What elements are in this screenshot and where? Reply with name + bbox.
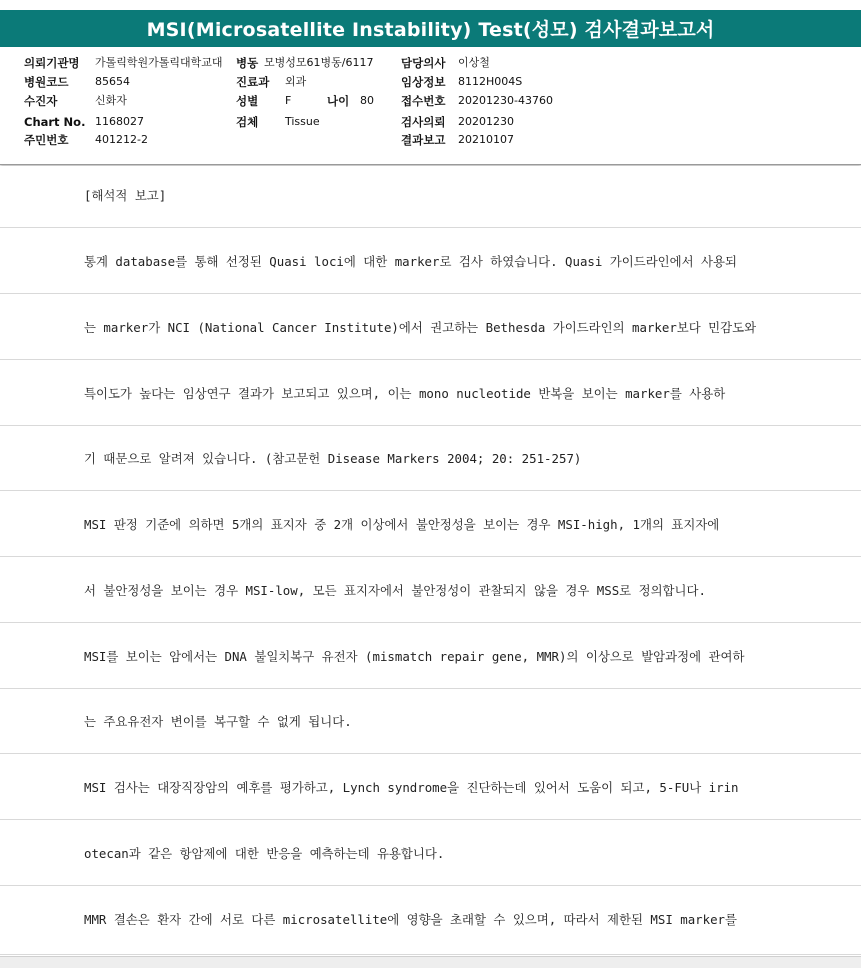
patient-label: 수진자 <box>24 94 58 108</box>
info-row-1 <box>0 54 861 72</box>
report-line-text: 는 marker가 NCI (National Cancer Institute)에서 권고하는 Bethesda 가이드라인의 marker보다 민감도와 <box>84 320 757 335</box>
specimen-value: Tissue <box>285 115 320 128</box>
requesting-institution-label: 의뢰기관명 <box>24 56 80 70</box>
report-line <box>0 491 861 557</box>
report-line <box>0 754 861 820</box>
info-row-2 <box>0 73 861 91</box>
request-date-label: 검사의뢰 <box>401 115 446 129</box>
chart-no-label: Chart No. <box>24 115 86 129</box>
sex-label: 성별 <box>236 94 259 108</box>
clinical-info-label: 임상정보 <box>401 75 446 89</box>
report-line <box>0 623 861 689</box>
report-line-text: 서 불안정성을 보이는 경우 MSI-low, 모든 표지자에서 불안정성이 관찰되지 않을 경우 MSS로 정의합니다. <box>84 583 706 598</box>
ward-label: 병동 <box>236 56 259 70</box>
report-line-text: 특이도가 높다는 임상연구 결과가 보고되고 있으며, 이는 mono nucleotide 반복을 보이는 marker를 사용하 <box>84 386 726 401</box>
clinical-info-value: 8112H004S <box>458 75 523 88</box>
report-heading: [해석적 보고] <box>84 188 167 203</box>
report-line-text: 통계 database를 통해 선정된 Quasi loci에 대한 marker로 검사 하였습니다. Quasi 가이드라인에서 사용되 <box>84 254 737 269</box>
resident-no-value: 401212-2 <box>95 133 148 146</box>
report-line-text: MSI 판정 기준에 의하면 5개의 표지자 중 2개 이상에서 불안정성을 보이는 경우 MSI-high, 1개의 표지자에 <box>84 517 720 532</box>
report-line <box>0 820 861 886</box>
age-value: 80 <box>360 94 374 107</box>
info-row-3 <box>0 92 861 110</box>
report-line <box>0 886 861 955</box>
patient-info-panel <box>0 47 861 165</box>
report-date-label: 결과보고 <box>401 133 446 147</box>
hospital-code-value: 85654 <box>95 75 130 88</box>
specimen-label: 검체 <box>236 115 259 129</box>
report-line <box>0 425 861 491</box>
info-row-4 <box>0 113 861 131</box>
request-date-value: 20201230 <box>458 115 514 128</box>
attending-doctor-label: 담당의사 <box>401 56 446 70</box>
ward-value: 모병성모61병동/6117 <box>264 56 374 69</box>
report-line <box>0 166 861 228</box>
report-line <box>0 688 861 754</box>
report-line <box>0 557 861 623</box>
report-date-value: 20210107 <box>458 133 514 146</box>
report-line-text: MSI 검사는 대장직장암의 예후를 평가하고, Lynch syndrome을 진단하는데 있어서 도움이 되고, 5-FU나 irin <box>84 780 739 795</box>
report-line-text: 기 때문으로 알려져 있습니다. (참고문헌 Disease Markers 2004; 20: 251-257) <box>84 451 582 466</box>
info-row-5 <box>0 131 861 149</box>
hospital-code-label: 병원코드 <box>24 75 69 89</box>
report-line-text: otecan과 같은 항암제에 대한 반응을 예측하는데 유용합니다. <box>84 846 445 861</box>
bottom-scroll-strip[interactable] <box>0 956 861 968</box>
attending-doctor-value: 이상철 <box>458 56 490 69</box>
department-value: 외과 <box>285 75 307 88</box>
report-line-text: MSI를 보이는 암에서는 DNA 불일치복구 유전자 (mismatch repair gene, MMR)의 이상으로 발암과정에 관여하 <box>84 649 745 664</box>
report-line-text: 는 주요유전자 변이를 복구할 수 없게 됩니다. <box>84 714 352 729</box>
chart-no-value: 1168027 <box>95 115 144 128</box>
receipt-no-value: 20201230-43760 <box>458 94 553 107</box>
age-label: 나이 <box>327 94 350 108</box>
report-line-text: MMR 결손은 환자 간에 서로 다른 microsatellite에 영향을 초래할 수 있으며, 따라서 제한된 MSI marker를 <box>84 912 737 927</box>
department-label: 진료과 <box>236 75 270 89</box>
patient-value: 신화자 <box>95 94 127 107</box>
sex-value: F <box>285 94 292 107</box>
requesting-institution-value: 가톨릭학원가톨릭대학교대 <box>95 56 223 69</box>
report-line <box>0 360 861 426</box>
report-body <box>0 166 861 956</box>
receipt-no-label: 접수번호 <box>401 94 446 108</box>
report-line <box>0 228 861 294</box>
report-title: MSI(Microsatellite Instability) Test(성모) 검사결과보고서 <box>146 19 715 41</box>
resident-no-label: 주민번호 <box>24 133 69 147</box>
report-title-bar <box>0 10 861 47</box>
report-line <box>0 294 861 360</box>
